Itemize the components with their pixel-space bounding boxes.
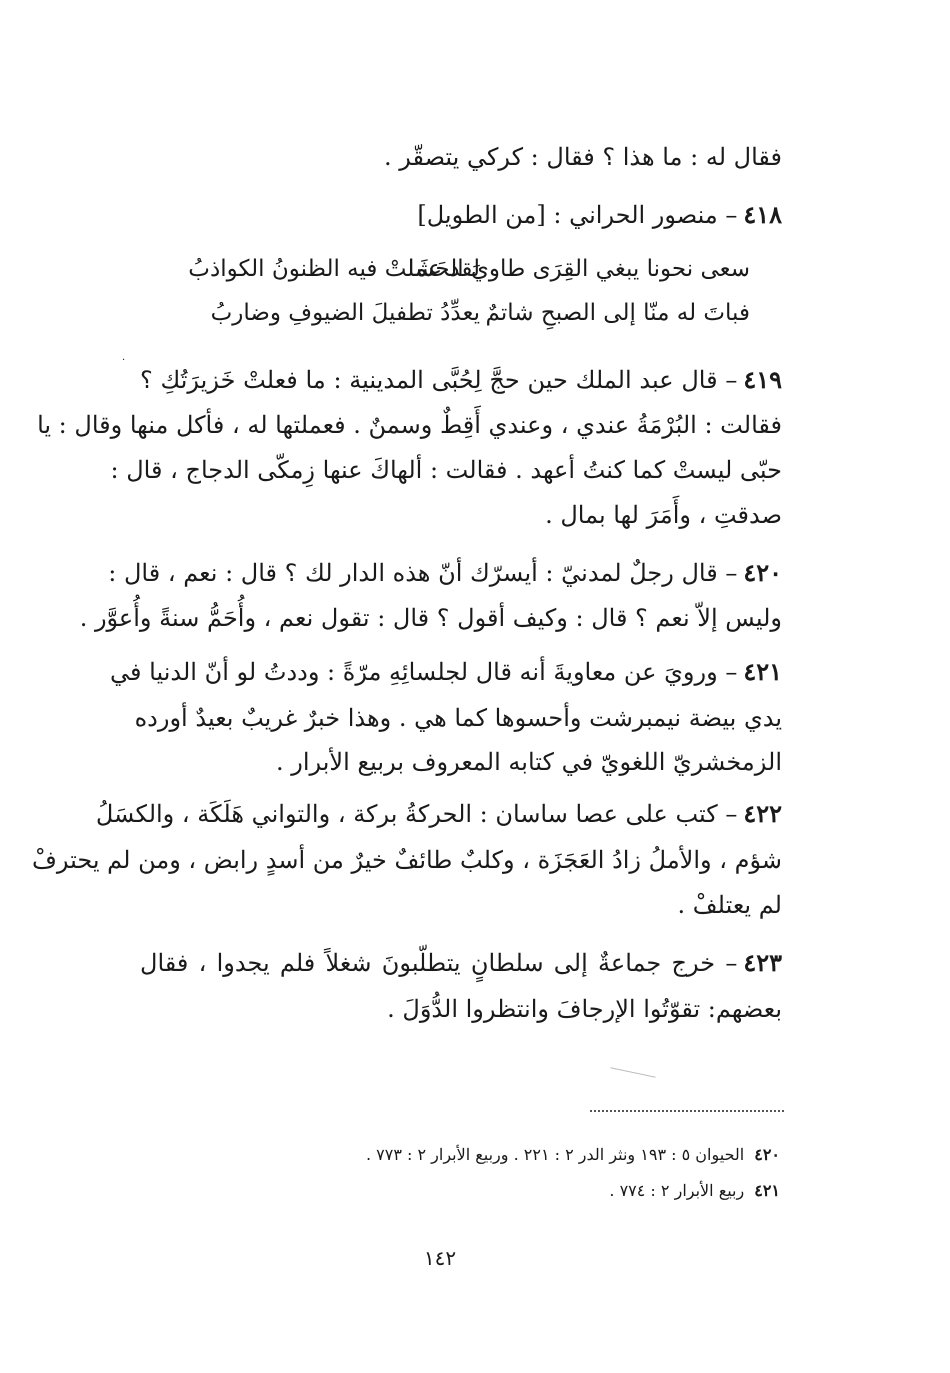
verse-1-left: لقد عملتْ فيه الظنونُ الكواذبُ [188, 256, 480, 282]
entry-text: – قال رجلٌ لمدنيّ : أيسرّك أنّ هذه الدار لك ؟ قال : نعم ، قال : [108, 559, 738, 587]
stray-mark: · [122, 355, 126, 366]
verse-2-right: فباتَ له منّا إلى الصبحِ شاتمٌ [485, 300, 750, 326]
entry-text: – قال عبد الملك حين حجَّ لِحُبَّى المدينية : ما فعلتْ خَزيرَتُكِ ؟ [140, 366, 738, 394]
footnote-text: الحيوان ٥ : ١٩٣ ونثر الدر ٢ : ٢٢١ . وربيع الأبرار ٢ : ٧٧٣ . [365, 1145, 745, 1164]
entry-421-line-3: الزمخشريّ اللغويّ في كتابه المعروف بربيع الأبرار . [275, 748, 782, 776]
entry-423-line-2: بعضهم: تقوّتُوا الإرجافَ وانتظروا الدُّوَلَ . [387, 995, 782, 1023]
footnote-number: ٤٢٠ [754, 1145, 780, 1164]
scan-mark [610, 1067, 655, 1078]
entry-text: – ورويَ عن معاويةَ أنه قال لجلسائِهِ مرّةً : وددتُ لو أنّ الدنيا في [110, 658, 738, 686]
verse-2-left: يعدِّدُ تطفيلَ الضيوفِ وضاربُ [210, 300, 480, 326]
entry-419-line-4: صدقتِ ، وأَمَرَ لها بمال . [545, 501, 782, 529]
opening-line: فقال له : ما هذا ؟ فقال : كركي يتصقّر . [383, 143, 782, 171]
entry-420-line-2: وليس إلاّ نعم ؟ قال : وكيف أقول ؟ قال : تقول نعم ، وأُحَمُّ سنةً وأُعوَّر . [79, 604, 782, 632]
verse-1-right: سعى نحونا يبغي القِرَى طاويَ الحَشَا [407, 256, 750, 282]
page-number: ١٤٢ [423, 1246, 457, 1270]
entry-420-line-1 [108, 558, 782, 587]
entry-419-line-2: فقالت : البُرْمَةُ عندي ، وعندي أَقِطٌ وسمنٌ . فعملتها له ، فأكل منها وقال : يا [37, 411, 782, 439]
entry-number: ٤٢٣ [743, 948, 782, 977]
entry-number: ٤٢١ [743, 657, 782, 686]
entry-text: – خرج جماعةٌ إلى سلطانٍ يتطلّبونَ شغلاً فلم يجدوا ، فقال [140, 949, 738, 977]
entry-419-line-1 [140, 365, 782, 394]
entry-422-line-1 [95, 799, 782, 828]
entry-heading-text: – منصور الحراني : [من الطويل] [417, 201, 738, 229]
entry-418-heading [417, 200, 782, 229]
footnote-text: ربيع الأبرار ٢ : ٧٧٤ . [609, 1181, 745, 1200]
footnote-separator [590, 1110, 784, 1112]
entry-422-line-3: لم يعتلفْ . [677, 891, 782, 919]
footnote-420 [366, 1147, 780, 1163]
entry-text: – كتب على عصا ساسان : الحركةُ بركة ، والتواني هَلَكَة ، والكسَلُ [95, 800, 738, 828]
entry-number: ٤٢٢ [743, 799, 782, 828]
entry-number: ٤١٩ [743, 365, 782, 394]
footnote-421 [609, 1183, 780, 1199]
entry-423-line-1 [140, 948, 782, 977]
entry-421-line-2: يدي بيضة نيمبرشت وأحسوها كما هي . وهذا خبرٌ غريبٌ بعيدٌ أورده [134, 704, 782, 732]
entry-number: ٤٢٠ [743, 558, 782, 587]
entry-422-line-2: شؤم ، والأملُ زادُ العَجَزَة ، وكلبٌ طائفٌ خيرٌ من أسدٍ رابض ، ومن لم يحترفْ [32, 846, 782, 874]
entry-number: ٤١٨ [743, 200, 782, 229]
footnote-number: ٤٢١ [754, 1181, 780, 1200]
entry-419-line-3: حبّى ليستْ كما كنتُ أعهد . فقالت : ألهاكَ عنها زِمكّى الدجاج ، قال : [110, 456, 782, 484]
entry-421-line-1 [110, 657, 782, 686]
